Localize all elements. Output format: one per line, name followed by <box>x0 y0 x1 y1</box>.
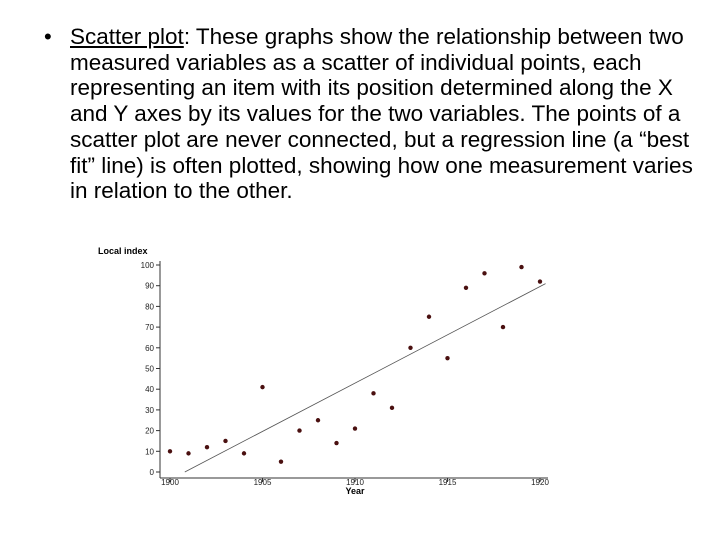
data-point <box>334 441 338 445</box>
data-point <box>482 271 486 275</box>
data-point <box>445 356 449 360</box>
bullet-description: : These graphs show the relationship between two measured variables as a scatter of individual points, each representing an item with its position determined along the X and Y axes by its values for the two variables. The points of a scatter plot are never connected, but a regression line (a “best fit” line) is often plotted, showing how one measurement varies in relation to the other. <box>70 24 693 204</box>
chart-axes <box>160 261 548 478</box>
data-point <box>223 439 227 443</box>
x-axis-label: Year <box>345 486 365 496</box>
y-tick-label: 50 <box>145 364 154 374</box>
data-point <box>390 406 394 410</box>
data-points <box>168 265 542 464</box>
data-point <box>427 315 431 319</box>
data-point <box>242 451 246 455</box>
data-point <box>408 346 412 350</box>
bullet-term: Scatter plot <box>70 24 184 49</box>
x-tick-label: 1920 <box>531 478 549 487</box>
data-point <box>353 426 357 430</box>
data-point <box>538 279 542 283</box>
regression-line <box>185 284 546 472</box>
data-point <box>205 445 209 449</box>
data-point <box>316 418 320 422</box>
data-point <box>297 428 301 432</box>
data-point <box>501 325 505 329</box>
y-tick-label: 20 <box>145 426 154 436</box>
data-point <box>186 451 190 455</box>
data-point <box>168 449 172 453</box>
data-point <box>464 286 468 290</box>
y-tick-label: 80 <box>145 302 154 312</box>
data-point <box>260 385 264 389</box>
y-tick-label: 90 <box>145 281 154 291</box>
y-tick-label: 60 <box>145 343 154 353</box>
chart-ticks <box>141 261 550 487</box>
y-tick-label: 10 <box>145 447 154 457</box>
data-point <box>519 265 523 269</box>
bullet-symbol: • <box>44 24 52 49</box>
x-tick-label: 1905 <box>253 478 272 487</box>
data-point <box>279 459 283 463</box>
y-tick-label: 70 <box>145 323 154 333</box>
regression-line-group <box>185 284 546 472</box>
y-tick-label: 0 <box>149 468 154 477</box>
y-axis-label: Local index <box>98 246 148 256</box>
y-tick-label: 100 <box>140 261 154 270</box>
y-tick-label: 30 <box>145 405 154 415</box>
x-tick-label: 1900 <box>161 478 179 487</box>
y-tick-label: 40 <box>145 385 154 395</box>
x-tick-label: 1910 <box>346 478 364 487</box>
data-point <box>371 391 375 395</box>
x-tick-label: 1915 <box>438 478 457 487</box>
